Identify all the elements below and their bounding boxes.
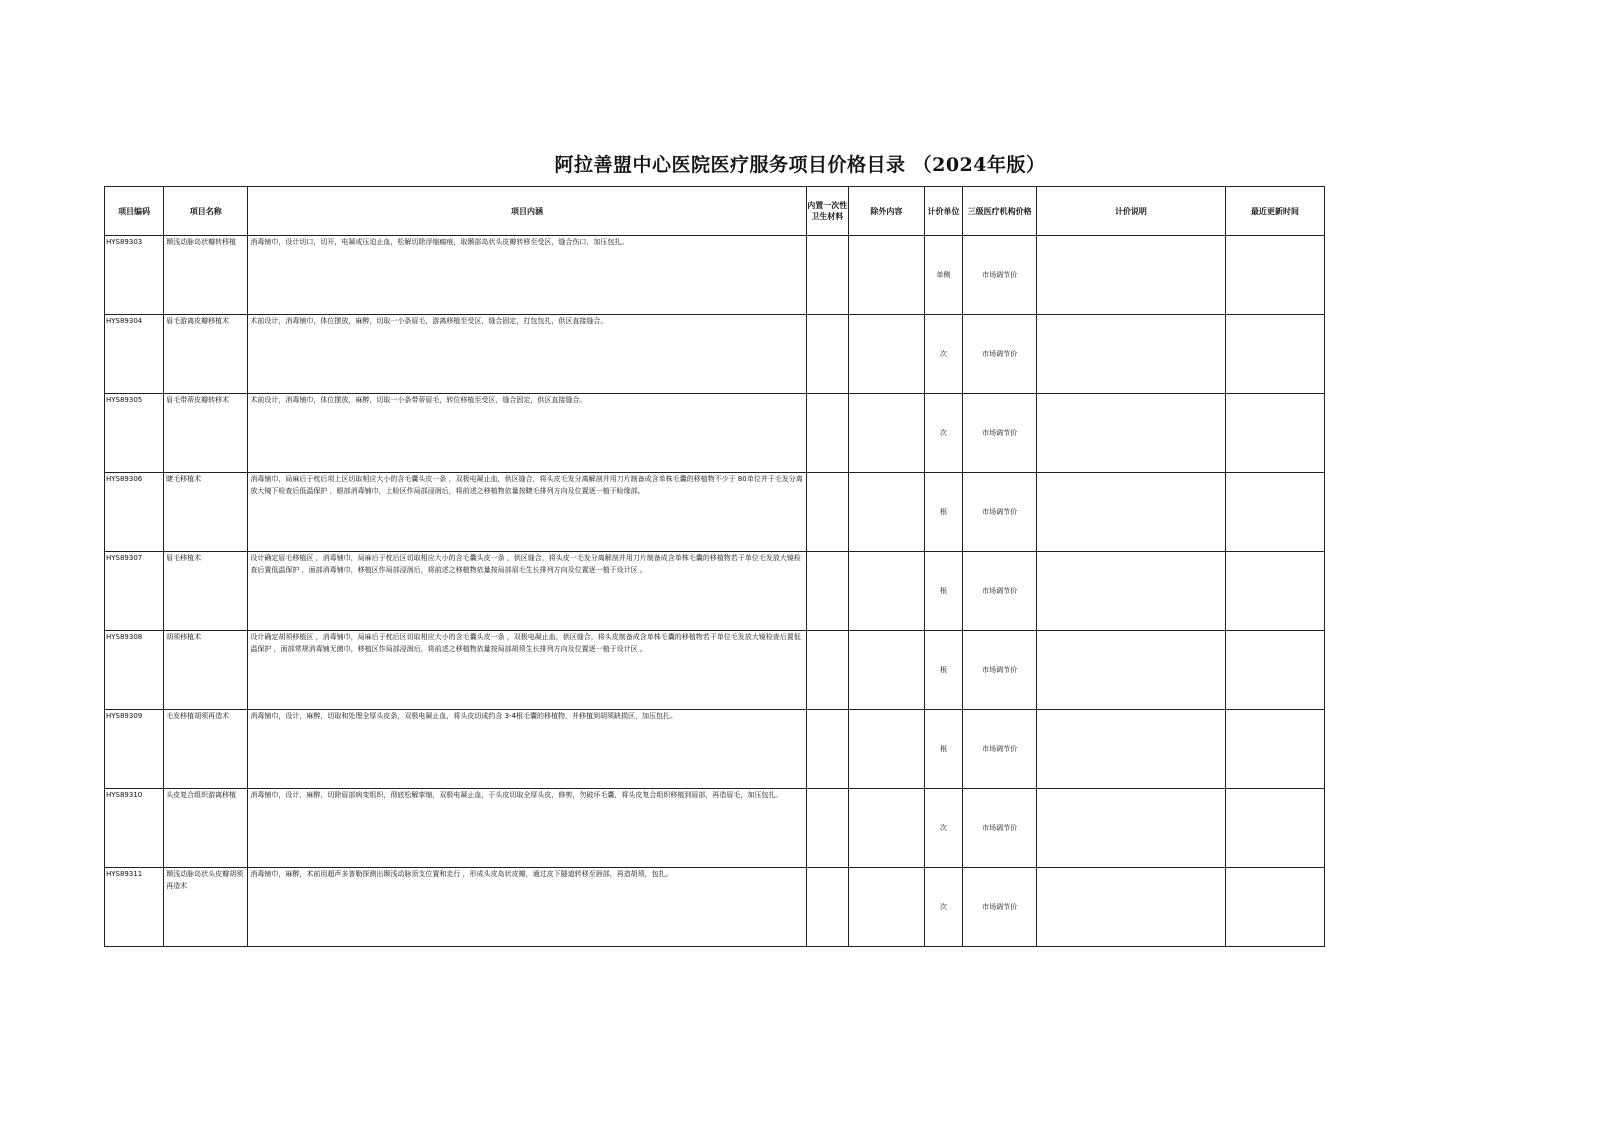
item-updated [1225,631,1324,710]
item-exclusion [848,552,924,631]
item-note [1037,631,1225,710]
table-row [105,394,1325,473]
item-note [1037,868,1225,947]
item-price: 市场调节价 [963,789,1037,868]
item-price: 市场调节价 [963,631,1037,710]
item-note [1037,236,1225,315]
header-note: 计价说明 [1037,187,1225,236]
item-updated [1225,473,1324,552]
item-content: 消毒铺巾，设计，麻醉，切除眉部病变组织，彻底松解挛缩，双极电凝止血，于头皮切取全厚头皮，修剪，勿破坏毛囊，将头皮复合组织移植到眉部，再造眉毛，加压包扎。 [248,789,806,868]
item-unit: 次 [924,394,962,473]
item-unit: 根 [924,710,962,789]
item-unit: 次 [924,868,962,947]
item-name: 颞浅动脉岛状瓣转移植 [164,236,248,315]
item-note [1037,315,1225,394]
item-updated [1225,394,1324,473]
item-exclusion [848,868,924,947]
item-price: 市场调节价 [963,868,1037,947]
item-price: 市场调节价 [963,473,1037,552]
item-updated [1225,552,1324,631]
item-content: 消毒铺巾，麻醉，术前用超声多普勒探测出颞浅动脉顶支位置和走行 ，形成头皮岛状皮瓣，通过皮下隧道转移至唇部，再造胡须，包扎。 [248,868,806,947]
item-content: 消毒铺巾，设计切口，切开，电凝或压迫止血，松解切除浮缩瘢痕，取颞部岛状头皮瓣转移至受区，缝合伤口，加压包扎。 [248,236,806,315]
item-content: 消毒铺巾，局麻后于枕后项上区切取相应大小的含毛囊头皮一条 ，双极电凝止血，供区缝合，将头皮毛发分离解剖并用刀片制备成含单株毛囊的移植物不少于 80单位并于毛发分离放大镜下检查后低温保护 ，眼部消毒铺巾，上睑区作局部浸润后，将前述之移植物依量按睫毛排列方向及位置逐一植于睑缘部。 [248,473,806,552]
item-name: 胡须移植术 [164,631,248,710]
item-material [806,868,848,947]
item-name: 头皮复合组织游离移植 [164,789,248,868]
item-code: HYS89306 [105,473,164,552]
item-code: HYS89305 [105,394,164,473]
item-updated [1225,315,1324,394]
header-unit: 计价单位 [924,187,962,236]
item-price: 市场调节价 [963,394,1037,473]
item-code: HYS89307 [105,552,164,631]
item-material [806,710,848,789]
item-price: 市场调节价 [963,315,1037,394]
item-code: HYS89304 [105,315,164,394]
item-unit: 根 [924,473,962,552]
header-name: 项目名称 [164,187,248,236]
table-row [105,315,1325,394]
item-unit: 单侧 [924,236,962,315]
item-code: HYS89308 [105,631,164,710]
item-note [1037,710,1225,789]
item-updated [1225,868,1324,947]
item-material [806,789,848,868]
item-price: 市场调节价 [963,236,1037,315]
item-note [1037,473,1225,552]
item-name: 毛发移植胡须再造术 [164,710,248,789]
header-price: 三级医疗机构价格 [963,187,1037,236]
table-row [105,789,1325,868]
item-name: 眉毛移植术 [164,552,248,631]
table-row [105,473,1325,552]
item-material [806,236,848,315]
table-row [105,868,1325,947]
header-code: 项目编码 [105,187,164,236]
item-note [1037,789,1225,868]
item-code: HYS89310 [105,789,164,868]
item-exclusion [848,394,924,473]
item-price: 市场调节价 [963,552,1037,631]
price-table [104,186,1325,947]
item-content: 消毒铺巾，设计，麻醉，切取和处理全厚头皮条，双极电凝止血，将头皮切成约含 3-4根毛囊的移植物，并移植到胡须缺损区，加压包扎。 [248,710,806,789]
item-content: 术前设计，消毒铺巾，体位摆放，麻醉，切取一小条眉毛，游离移植至受区，缝合固定，打包包扎，供区直接缝合。 [248,315,806,394]
item-exclusion [848,710,924,789]
header-content: 项目内涵 [248,187,806,236]
item-updated [1225,710,1324,789]
item-content: 设计确定胡须移植区 ，消毒铺巾，局麻后于枕后区切取相应大小的含毛囊头皮一条 ，双极电凝止血，供区缝合，将头皮制备成含单株毛囊的移植物若干单位毛发放大镜检查后置低温保护 ，面部常规消毒铺无菌巾，移植区作局部浸润后，将前述之移植物依量按局部胡须生长排列方向及位置逐一植于设计区 。 [248,631,806,710]
header-updated: 最近更新时间 [1225,187,1324,236]
table-row [105,631,1325,710]
table-header-row [105,187,1325,236]
item-code: HYS89303 [105,236,164,315]
item-material [806,631,848,710]
item-exclusion [848,315,924,394]
item-name: 睫毛移植术 [164,473,248,552]
item-material [806,394,848,473]
item-exclusion [848,473,924,552]
item-unit: 根 [924,631,962,710]
item-code: HYS89311 [105,868,164,947]
header-material: 内置一次性卫生材料 [806,187,848,236]
item-note [1037,552,1225,631]
item-unit: 次 [924,789,962,868]
item-name: 颞浅动脉岛状头皮瓣胡须再造术 [164,868,248,947]
item-updated [1225,789,1324,868]
header-exclusion: 除外内容 [848,187,924,236]
item-content: 术前设计，消毒铺巾，体位摆放，麻醉，切取一小条带蒂眉毛，转位移植至受区，缝合固定，供区直接缝合。 [248,394,806,473]
item-exclusion [848,789,924,868]
item-material [806,552,848,631]
table-row [105,710,1325,789]
table-row [105,552,1325,631]
item-unit: 根 [924,552,962,631]
item-unit: 次 [924,315,962,394]
item-exclusion [848,236,924,315]
table-row [105,236,1325,315]
item-note [1037,394,1225,473]
item-material [806,315,848,394]
item-updated [1225,236,1324,315]
page-title: 阿拉善盟中心医院医疗服务项目价格目录 （2024年版） [554,154,1046,176]
item-material [806,473,848,552]
item-price: 市场调节价 [963,710,1037,789]
item-exclusion [848,631,924,710]
item-name: 眉毛带蒂皮瓣转移术 [164,394,248,473]
item-name: 眉毛游离皮瓣移植术 [164,315,248,394]
item-content: 设计确定眉毛移植区 ，消毒铺巾，局麻后于枕后区切取相应大小的含毛囊头皮一条 ，供区缝合，将头皮一毛发分离解剖并用刀片制备成含单株毛囊的移植物若干单位毛发放大镜检查后置低温保护 ，面部消毒铺巾，移植区作局部浸润后，将前述之移植物依量按局部眉毛生长排列方向及位置逐一植于设计区 。 [248,552,806,631]
item-code: HYS89309 [105,710,164,789]
